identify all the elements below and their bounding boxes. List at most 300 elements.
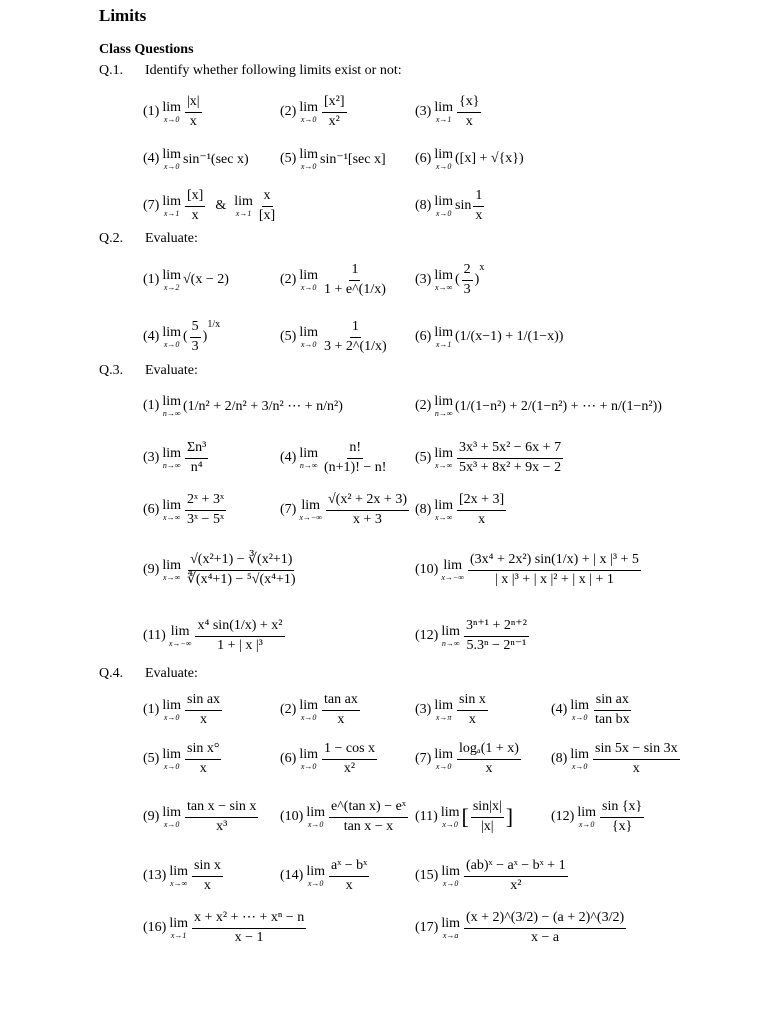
- denominator: x − a: [531, 929, 560, 945]
- numerator: √(x² + 2x + 3): [326, 492, 409, 510]
- q4-problem-17: [415, 906, 628, 950]
- page-title: Limits: [99, 6, 147, 25]
- numerator: [x²]: [322, 94, 347, 112]
- numerator: 1: [349, 262, 360, 280]
- q2-problem-1: [143, 258, 229, 302]
- lim-operator: [299, 447, 318, 470]
- lim-subscript: x→0: [442, 819, 458, 829]
- lim-subscript: x→0: [435, 208, 452, 218]
- problem-number: (6): [415, 151, 432, 166]
- problem-number: (10): [280, 809, 304, 824]
- problem-number: (2): [280, 702, 297, 717]
- question-label-2: Q.2.: [99, 231, 124, 246]
- lim-operator: [306, 806, 325, 829]
- problem-number: (17): [415, 920, 439, 935]
- denominator: (n+1)! − n!: [324, 459, 387, 475]
- lim-operator: [162, 395, 181, 418]
- lim-subscript: n→∞: [162, 408, 181, 418]
- numerator: sin x: [457, 692, 488, 710]
- lim-operator: [299, 699, 318, 722]
- question-text-1: Identify whether following limits exist or not:: [145, 63, 402, 78]
- denominator: x: [465, 113, 473, 129]
- problem-number: (11): [415, 809, 438, 824]
- q4-problem-15: [415, 854, 570, 898]
- numerator: [2x + 3]: [457, 492, 506, 510]
- problem-number: (10): [415, 562, 439, 577]
- lim-operator: [162, 748, 181, 771]
- q4-problem-2: [280, 688, 362, 732]
- q1-problem-8: [415, 184, 486, 228]
- denominator: x: [191, 207, 199, 223]
- fraction: [329, 799, 408, 834]
- lim-word: lim: [162, 99, 181, 115]
- numerator: 2: [462, 262, 473, 280]
- fraction: [190, 319, 201, 354]
- numerator: n!: [347, 440, 363, 458]
- q3-problem-2: [415, 384, 662, 428]
- lim-subscript: x→−∞: [441, 572, 464, 582]
- q3-problem-4: [280, 436, 390, 480]
- lim-word: lim: [299, 746, 318, 762]
- denominator: x − 1: [234, 929, 264, 945]
- fraction: [329, 858, 369, 893]
- denominator: x: [337, 711, 345, 727]
- problem-number: (5): [280, 151, 297, 166]
- lim-word: lim: [434, 697, 453, 713]
- numerator: 3x³ + 5x² − 6x + 7: [457, 440, 563, 458]
- numerator: 1: [473, 188, 484, 206]
- numerator: 5: [190, 319, 201, 337]
- expression: (1/(x−1) + 1/(1−x)): [455, 329, 564, 344]
- lim-operator: [162, 101, 181, 124]
- denominator: x: [478, 511, 486, 527]
- numerator: sin 5x − sin 3x: [593, 741, 680, 759]
- lim-subscript: x→0: [578, 819, 595, 829]
- numerator: sin x: [192, 858, 223, 876]
- lim-operator: [577, 806, 596, 829]
- lim-operator: [162, 699, 181, 722]
- q2-problem-6: [415, 315, 563, 359]
- problem-number: (6): [415, 329, 432, 344]
- lim-operator: [434, 148, 453, 171]
- question-text-4: Evaluate:: [145, 666, 198, 681]
- fraction: [457, 94, 481, 129]
- denominator: |x|: [480, 818, 494, 834]
- numerator: 1 − cos x: [322, 741, 377, 759]
- lim-operator: [299, 101, 318, 124]
- q1-problem-3: [415, 90, 483, 134]
- denominator: [x]: [258, 207, 276, 223]
- problem-number: (8): [551, 751, 568, 766]
- lim-subscript: x→∞: [435, 282, 453, 292]
- fraction: [593, 692, 632, 727]
- lim-word: lim: [441, 915, 460, 931]
- fraction: [185, 552, 298, 587]
- q2-problem-3: [415, 258, 484, 302]
- lim-operator: [306, 865, 325, 888]
- fraction: [464, 618, 529, 653]
- lim-word: lim: [441, 863, 460, 879]
- lim-word: lim: [299, 324, 318, 340]
- lim-word: lim: [299, 697, 318, 713]
- denominator: tan x − x: [343, 818, 394, 834]
- lim-operator: [434, 447, 453, 470]
- problem-number: (12): [415, 628, 439, 643]
- denominator: x: [345, 877, 353, 893]
- problem-number: (13): [143, 868, 167, 883]
- ampersand: &: [215, 198, 227, 213]
- q4-problem-12: [551, 795, 646, 839]
- lim-word: lim: [299, 146, 318, 162]
- problem-number: (5): [280, 329, 297, 344]
- numerator: (ab)ˣ − aˣ − bˣ + 1: [464, 858, 568, 876]
- denominator: x: [199, 760, 207, 776]
- denominator: x³: [216, 818, 228, 834]
- q4-problem-5: [143, 737, 223, 781]
- expression: ([x] + √{x}): [455, 151, 524, 166]
- problem-number: (6): [143, 502, 160, 517]
- lim-operator: [434, 699, 453, 722]
- problem-number: (2): [280, 104, 297, 119]
- lim-operator: [162, 559, 181, 582]
- lim-operator: [441, 917, 460, 940]
- lim-operator: [441, 559, 464, 582]
- q4-problem-13: [143, 854, 225, 898]
- lim-word: lim: [434, 324, 453, 340]
- q4-problem-8: [551, 737, 682, 781]
- lim-word: lim: [162, 746, 181, 762]
- problem-number: (7): [415, 751, 432, 766]
- lim-word: lim: [434, 146, 453, 162]
- q1-problem-7: [143, 184, 279, 228]
- problem-number: (4): [143, 151, 160, 166]
- problem-number: (1): [143, 702, 160, 717]
- lim-subscript: x→0: [571, 761, 588, 771]
- lim-word: lim: [434, 497, 453, 513]
- numerator: sin x°: [185, 741, 221, 759]
- problem-number: (8): [415, 198, 432, 213]
- lim-operator: [570, 748, 589, 771]
- numerator: tan ax: [322, 692, 360, 710]
- lim-operator: [169, 917, 188, 940]
- lim-word: lim: [440, 804, 460, 820]
- denominator: {x}: [611, 818, 633, 834]
- numerator: 3ⁿ⁺¹ + 2ⁿ⁺²: [464, 618, 529, 636]
- q1-problem-2: [280, 90, 349, 134]
- lim-operator: [299, 326, 318, 349]
- denominator: x: [485, 760, 493, 776]
- lim-word: lim: [162, 445, 181, 461]
- q3-problem-10: [415, 548, 643, 592]
- q2-problem-4: [143, 315, 220, 359]
- expression: (1/(1−n²) + 2/(1−n²) + ⋯ + n/(1−n²)): [455, 398, 662, 414]
- denominator: n⁴: [190, 459, 203, 475]
- lim-word: lim: [162, 324, 181, 340]
- section-subtitle: Class Questions: [99, 42, 194, 57]
- lim-word: lim: [162, 146, 181, 162]
- fraction: [322, 692, 360, 727]
- q3-problem-6: [143, 488, 228, 532]
- lim-operator: [162, 326, 181, 349]
- lim-operator: [162, 806, 181, 829]
- lim-subscript: x→0: [300, 282, 317, 292]
- denominator: x²: [343, 760, 356, 776]
- lim-subscript: x→0: [307, 819, 324, 829]
- lim-subscript: n→∞: [441, 638, 460, 648]
- fraction: [322, 262, 388, 297]
- fraction: [185, 188, 205, 223]
- q3-problem-3: [143, 436, 210, 480]
- lim-subscript: x→0: [307, 878, 324, 888]
- q4-problem-4: [551, 688, 634, 732]
- fraction: [468, 552, 641, 587]
- lim-word: lim: [170, 623, 190, 639]
- denominator: x²: [510, 877, 522, 893]
- lim-word: lim: [577, 804, 596, 820]
- numerator: x⁴ sin(1/x) + x²: [195, 618, 284, 636]
- lim-subscript: x→0: [300, 712, 317, 722]
- lim-subscript: x→0: [300, 114, 317, 124]
- lim-word: lim: [162, 393, 181, 409]
- problem-number: (7): [143, 198, 160, 213]
- lim-word: lim: [162, 193, 181, 209]
- lim-subscript: x→0: [435, 161, 452, 171]
- lim-subscript: x→1: [435, 114, 452, 124]
- lim-word: lim: [434, 445, 453, 461]
- denominator: tan bx: [595, 711, 630, 727]
- fraction: [457, 692, 488, 727]
- lim-word: lim: [306, 804, 325, 820]
- lim-subscript: x→∞: [435, 512, 453, 522]
- lim-operator: [299, 148, 318, 171]
- lim-operator: [162, 195, 181, 218]
- fraction: [593, 741, 680, 776]
- lim-operator: [570, 699, 589, 722]
- denominator: x: [203, 877, 211, 893]
- lim-operator: [162, 269, 181, 292]
- lim-subscript: x→1: [163, 208, 180, 218]
- expression: (1/n² + 2/n² + 3/n² ⋯ + n/n²): [183, 398, 343, 414]
- q2-problem-5: [280, 315, 391, 359]
- q3-problem-12: [415, 614, 531, 658]
- denominator: 3: [191, 338, 199, 354]
- fraction: [185, 692, 222, 727]
- lim-word: lim: [162, 697, 181, 713]
- q4-problem-9: [143, 795, 260, 839]
- fraction: [457, 440, 563, 475]
- lim-subscript: x→0: [163, 339, 180, 349]
- lim-word: lim: [443, 557, 462, 573]
- numerator: 1: [350, 319, 361, 337]
- fraction: [185, 492, 226, 527]
- problem-number: (6): [280, 751, 297, 766]
- lim-word: lim: [441, 623, 460, 639]
- denominator: 3ˣ − 5ˣ: [187, 511, 224, 527]
- problem-number: (3): [143, 450, 160, 465]
- denominator: x: [200, 711, 208, 727]
- denominator: x: [189, 113, 197, 129]
- fraction: [464, 858, 568, 893]
- expression: sin⁻¹[sec x]: [320, 151, 386, 167]
- lim-subscript: x→0: [442, 878, 459, 888]
- expression: sin⁻¹(sec x): [183, 151, 249, 167]
- close-bracket: ]: [505, 804, 514, 829]
- lim-word: lim: [162, 267, 181, 283]
- numerator: sin ax: [185, 692, 222, 710]
- q3-problem-9: [143, 548, 300, 592]
- numerator: |x|: [185, 94, 202, 112]
- lim-subscript: x→0: [163, 161, 180, 171]
- problem-number: (12): [551, 809, 575, 824]
- problem-number: (2): [280, 272, 297, 287]
- denominator: 3: [463, 281, 471, 297]
- numerator: sin ax: [594, 692, 631, 710]
- question-label-3: Q.3.: [99, 363, 124, 378]
- lim-operator: [169, 865, 188, 888]
- close-paren: ): [474, 272, 480, 287]
- lim-operator: [299, 499, 322, 522]
- lim-subscript: x→−∞: [299, 512, 322, 522]
- exponent: x: [479, 262, 485, 273]
- lim-word: lim: [162, 497, 181, 513]
- q4-problem-6: [280, 737, 379, 781]
- problem-number: (3): [415, 104, 432, 119]
- fraction: [462, 262, 473, 297]
- lim-word: lim: [299, 267, 318, 283]
- fraction: [185, 799, 258, 834]
- numerator: sin|x|: [471, 799, 504, 817]
- lim-subscript: x→1: [235, 208, 252, 218]
- lim-subscript: x→0: [163, 712, 180, 722]
- lim-subscript: x→2: [163, 282, 180, 292]
- fraction: [457, 741, 521, 776]
- fraction: [471, 799, 504, 834]
- numerator: [x]: [185, 188, 205, 206]
- lim-word: lim: [162, 804, 181, 820]
- expression: sin: [455, 198, 472, 213]
- lim-operator: [299, 748, 318, 771]
- numerator: aˣ − bˣ: [329, 858, 369, 876]
- problem-number: (3): [415, 272, 432, 287]
- lim-subscript: x→1: [435, 339, 452, 349]
- q3-problem-8: [415, 488, 508, 532]
- q3-problem-7: [280, 488, 411, 532]
- open-paren: (: [455, 272, 460, 287]
- lim-word: lim: [306, 863, 325, 879]
- fraction: [192, 910, 306, 945]
- fraction: [192, 858, 223, 893]
- problem-number: (3): [415, 702, 432, 717]
- denominator: 5x³ + 8x² + 9x − 2: [459, 459, 562, 475]
- lim-word: lim: [570, 697, 589, 713]
- lim-subscript: x→∞: [163, 572, 181, 582]
- open-paren: (: [183, 329, 188, 344]
- q4-problem-14: [280, 854, 371, 898]
- problem-number: (1): [143, 272, 160, 287]
- problem-number: (1): [143, 398, 160, 413]
- fraction: [322, 741, 377, 776]
- numerator: x + x² + ⋯ + xⁿ − n: [192, 910, 306, 928]
- lim-operator: [234, 195, 253, 218]
- lim-operator: [434, 748, 453, 771]
- lim-word: lim: [169, 863, 188, 879]
- lim-subscript: x→0: [163, 114, 180, 124]
- question-label-4: Q.4.: [99, 666, 124, 681]
- numerator: e^(tan x) − eˣ: [329, 799, 408, 817]
- lim-word: lim: [299, 99, 318, 115]
- lim-word: lim: [299, 445, 318, 461]
- denominator: 3 + 2^(1/x): [324, 338, 387, 354]
- q1-problem-5: [280, 137, 386, 181]
- numerator: 2ˣ + 3ˣ: [185, 492, 226, 510]
- lim-word: lim: [301, 497, 320, 513]
- problem-number: (2): [415, 398, 432, 413]
- problem-number: (8): [415, 502, 432, 517]
- problem-number: (9): [143, 809, 160, 824]
- problem-number: (4): [551, 702, 568, 717]
- lim-subscript: x→0: [163, 819, 180, 829]
- lim-subscript: x→0: [435, 761, 452, 771]
- problem-number: (9): [143, 562, 160, 577]
- q1-problem-1: [143, 90, 204, 134]
- fraction: [457, 492, 506, 527]
- lim-subscript: x→−∞: [168, 638, 192, 648]
- lim-subscript: x→0: [300, 761, 317, 771]
- lim-operator: [441, 806, 460, 829]
- denominator: x: [475, 207, 483, 223]
- lim-word: lim: [169, 915, 188, 931]
- lim-operator: [434, 269, 453, 292]
- lim-subscript: x→∞: [435, 460, 453, 470]
- problem-number: (7): [280, 502, 297, 517]
- lim-subscript: x→∞: [163, 512, 181, 522]
- lim-subscript: x→0: [300, 339, 317, 349]
- denominator: ∜(x⁴+1) − ⁵√(x⁴+1): [187, 571, 296, 587]
- lim-operator: [162, 499, 181, 522]
- denominator: x: [632, 760, 640, 776]
- lim-word: lim: [434, 746, 453, 762]
- numerator: {x}: [457, 94, 481, 112]
- problem-number: (4): [280, 450, 297, 465]
- q1-problem-6: [415, 137, 524, 181]
- q2-problem-2: [280, 258, 390, 302]
- lim-word: lim: [162, 557, 181, 573]
- denominator: | x |³ + | x |² + | x | + 1: [495, 571, 614, 587]
- q4-problem-10: [280, 795, 410, 839]
- lim-subscript: x→π: [435, 712, 452, 722]
- exponent: 1/x: [207, 319, 221, 330]
- fraction: [600, 799, 644, 834]
- fraction: [257, 188, 277, 223]
- lim-operator: [162, 447, 181, 470]
- lim-word: lim: [234, 193, 253, 209]
- lim-operator: [434, 326, 453, 349]
- lim-operator: [434, 499, 453, 522]
- numerator: sin {x}: [600, 799, 644, 817]
- lim-subscript: x→0: [163, 761, 180, 771]
- q4-problem-3: [415, 688, 490, 732]
- lim-word: lim: [434, 267, 453, 283]
- lim-subscript: n→∞: [434, 408, 453, 418]
- q4-problem-11: [415, 795, 513, 839]
- numerator: Σn³: [185, 440, 208, 458]
- question-label-1: Q.1.: [99, 63, 124, 78]
- lim-subscript: n→∞: [162, 460, 181, 470]
- question-text-3: Evaluate:: [145, 363, 198, 378]
- lim-operator: [434, 395, 453, 418]
- lim-word: lim: [434, 393, 453, 409]
- expression: √(x − 2): [183, 272, 229, 287]
